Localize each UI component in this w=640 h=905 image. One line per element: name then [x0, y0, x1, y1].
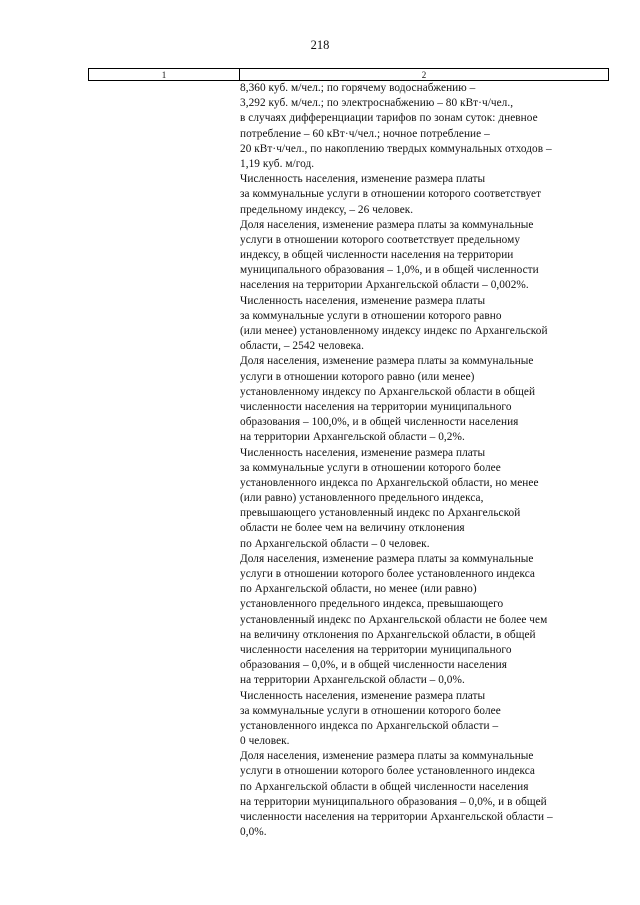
table-header	[88, 68, 609, 81]
text-line: 1,19 куб. м/год.	[240, 157, 315, 170]
text-line: на территории Архангельской области – 0,0%.	[240, 674, 465, 687]
text-line: образования – 100,0%, и в общей численности населения	[240, 416, 519, 429]
text-line: Доля населения, изменение размера платы за коммунальные	[240, 552, 534, 565]
column-2-number: 2	[240, 69, 609, 81]
text-line: области не более чем на величину отклонения	[240, 522, 465, 535]
text-line: по Архангельской области в общей численности населения	[240, 780, 529, 793]
text-line: установленному индексу по Архангельской области в общей	[240, 385, 536, 398]
text-line: по Архангельской области, но менее (или равно)	[240, 583, 477, 596]
text-line: (или менее) установленному индексу индекс по Архангельской	[240, 325, 548, 337]
text-line: численности населения на территории Архангельской области –	[240, 811, 553, 823]
text-line: 20 кВт·ч/чел., по накоплению твердых коммунальных отходов –	[240, 142, 552, 155]
text-line: 8,360 куб. м/чел.; по горячему водоснабжению –	[240, 82, 476, 94]
text-line: за коммунальные услуги в отношении которого соответствует	[240, 188, 542, 201]
text-line: установленного индекса по Архангельской области –	[240, 719, 499, 732]
text-line: услуги в отношении которого более установленного индекса	[240, 568, 535, 580]
text-line: услуги в отношении которого более установленного индекса	[240, 765, 535, 778]
text-line: Доля населения, изменение размера платы за коммунальные	[240, 750, 534, 763]
text-line: муниципального образования – 1,0%, и в общей численности	[240, 264, 539, 277]
column-1-number: 1	[89, 69, 240, 81]
text-line: на величину отклонения по Архангельской области, в общей	[240, 628, 536, 641]
text-line: Доля населения, изменение размера платы за коммунальные	[240, 355, 534, 368]
text-line: в случаях дифференциации тарифов по зонам суток: дневное	[240, 112, 538, 125]
text-line: услуги в отношении которого равно (или менее)	[240, 370, 475, 383]
text-line: населения на территории Архангельской области – 0,002%.	[240, 279, 529, 292]
text-line: услуги в отношении которого соответствует предельному	[240, 233, 521, 246]
text-line: Доля населения, изменение размера платы за коммунальные	[240, 218, 534, 231]
text-line: за коммунальные услуги в отношении которого более	[240, 704, 501, 717]
text-line: на территории Архангельской области – 0,2%.	[240, 431, 465, 444]
text-line: численности населения на территории муниципального	[240, 400, 512, 413]
text-line: 0,0%.	[240, 826, 267, 839]
text-line: установленного предельного индекса, превышающего	[240, 598, 504, 611]
text-line: установленного индекса по Архангельской области, но менее	[240, 476, 539, 489]
text-line: области, – 2542 человека.	[240, 340, 364, 353]
text-line: индексу, в общей численности населения на территории	[240, 249, 514, 262]
text-line: 3,292 куб. м/чел.; по электроснабжению – 80 кВт·ч/чел.,	[240, 97, 514, 110]
page-number: 218	[310, 38, 330, 52]
text-line: (или равно) установленного предельного индекса,	[240, 492, 484, 505]
document-body-text	[240, 81, 606, 840]
text-line: Численность населения, изменение размера платы	[240, 173, 486, 186]
text-line: образования – 0,0%, и в общей численности населения	[240, 659, 508, 672]
text-line: предельному индексу, – 26 человек.	[240, 203, 414, 216]
text-line: Численность населения, изменение размера платы	[240, 294, 486, 307]
text-line: установленный индекс по Архангельской области не более чем	[240, 613, 548, 626]
text-line: превышающего установленный индекс по Архангельской	[240, 507, 521, 520]
text-line: на территории муниципального образования – 0,0%, и в общей	[240, 795, 547, 808]
text-line: за коммунальные услуги в отношении которого более	[240, 461, 501, 474]
table-header-row	[89, 69, 609, 81]
text-line: потребление – 60 кВт·ч/чел.; ночное потребление –	[240, 127, 490, 140]
text-line: Численность населения, изменение размера платы	[240, 689, 486, 702]
text-line: численности населения на территории муниципального	[240, 643, 512, 656]
text-line: 0 человек.	[240, 735, 290, 748]
text-line: по Архангельской области – 0 человек.	[240, 537, 430, 550]
text-line: за коммунальные услуги в отношении которого равно	[240, 309, 502, 322]
text-line: Численность населения, изменение размера платы	[240, 446, 486, 459]
